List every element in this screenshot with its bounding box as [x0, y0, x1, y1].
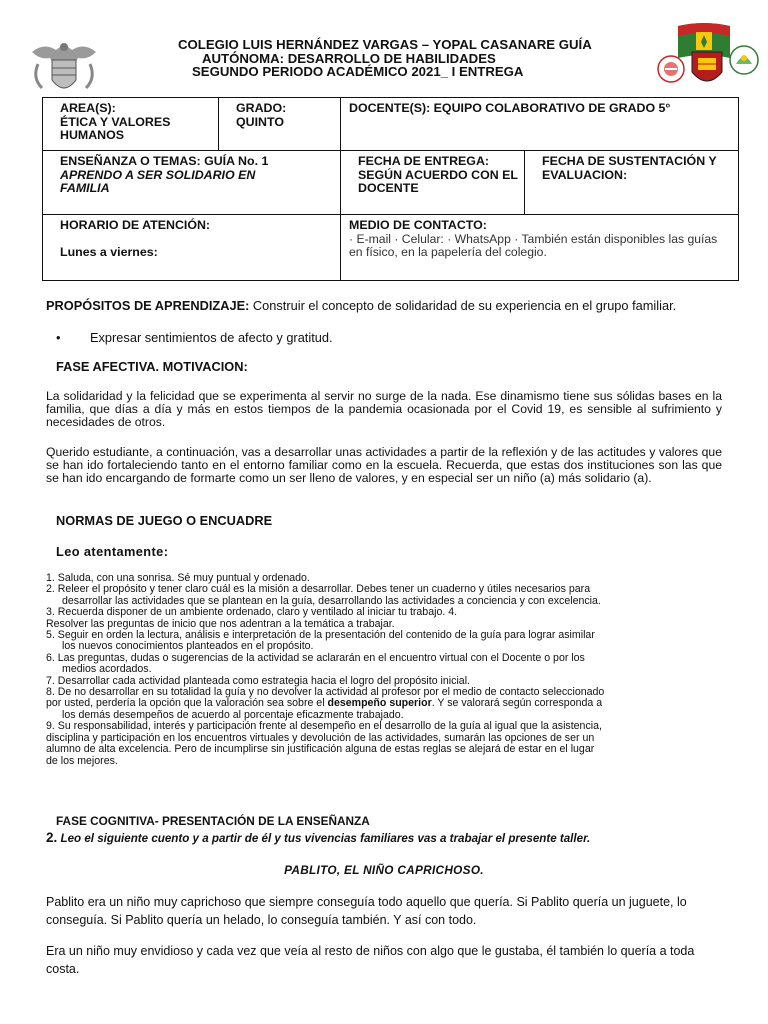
round-seal-logo-right [728, 44, 760, 76]
normas-subtitle: Leo atentamente: [56, 544, 169, 559]
rule-8b-text: por usted, perdería la opción que la valoración sea sobre el [46, 697, 328, 710]
normas-rules-list [46, 573, 722, 767]
docente-cell [341, 98, 739, 151]
rule-8c: los demás desempeños de acuerdo al porcentaje eficazmente trabajado. [62, 708, 404, 721]
rule-2b: desarrollar las actividades que se plantean en la guía, desarrollando las actividades a conciencia y con excelencia. [62, 594, 601, 607]
rule-5b: los nuevos conocimientos planteados en el propósito. [62, 640, 314, 653]
instruction-text: Leo el siguiente cuento y a partir de él y tus vivencias familiares vas a trabajar el presente taller. [57, 832, 591, 845]
grado-value: QUINTO [236, 114, 284, 129]
propositos-bullet-text: Expresar sentimientos de afecto y gratitud. [90, 330, 333, 345]
rule-8b-bold: desempeño superior [327, 697, 432, 710]
area-cell [43, 98, 219, 151]
rule-3: 3. Recuerda disponer de un ambiente ordenado, claro y ventilado al iniciar tu trabajo. 4. [46, 606, 458, 619]
docente-label: DOCENTE(S): EQUIPO COLABORATIVO DE GRADO 5° [349, 101, 671, 115]
area-label: AREA(S): [60, 101, 116, 115]
contacto-value: · E-mail · Celular: · WhatsApp · También están disponibles las guías en físico, en la papelería del colegio. [349, 231, 718, 259]
horario-value: Lunes a viernes: [60, 244, 158, 259]
rule-9b: disciplina y participación en los encuentros virtuales y devolución de las actividades, sumarán las opciones de ser un [46, 731, 595, 744]
info-table [42, 97, 739, 281]
fase-afectiva-p2: Querido estudiante, a continuación, vas a desarrollar unas actividades a partir de la reflexión y de las actitudes y valores que se han ido fortaleciendo tanto en el entorno familiar como en la escuela. Recuerda, que estas dos instituciones son las que se han ido encargando de formarte como un ser lleno de valores, y en especial ser un niño (a) más solidario (a). [46, 445, 722, 485]
contacto-cell [341, 215, 739, 281]
fase-afectiva-title: FASE AFECTIVA. MOTIVACION: [56, 359, 248, 374]
story-title: PABLITO, EL NIÑO CAPRICHOSO. [284, 863, 484, 877]
header-line-3: SEGUNDO PERIODO ACADÉMICO 2021_ I ENTREGA [192, 64, 524, 79]
grado-cell [219, 98, 341, 151]
rule-7: 7. Desarrollar cada actividad planteada como estrategia hacia el logro del propósito inicial. [46, 674, 470, 687]
entrega-label: FECHA DE ENTREGA: SEGÚN ACUERDO CON EL DOCENTE [358, 154, 518, 195]
propositos-bullet [56, 330, 333, 345]
school-shield-logo [690, 50, 724, 90]
fase-cognitiva-title: FASE COGNITIVA- PRESENTACIÓN DE LA ENSEÑANZA [56, 814, 370, 828]
rule-4: Resolver las preguntas de inicio que nos adentran a la temática a trabajar. [46, 617, 395, 630]
rule-9a: 9. Su responsabilidad, interés y participación frente al desempeño en el desarrollo de la guía al igual que la asistencia, [46, 720, 602, 733]
horario-label: HORARIO DE ATENCIÓN: [60, 218, 211, 232]
header-line-1: COLEGIO LUIS HERNÁNDEZ VARGAS – YOPAL CASANARE GUÍA [178, 37, 592, 52]
bullet-icon: • [56, 330, 61, 345]
colombia-coat-of-arms-logo [28, 38, 100, 98]
tema-value: APRENDO A SER SOLIDARIO EN FAMILIA [60, 167, 256, 195]
rule-2a: 2. Releer el propósito y tener claro cuál es la misión a desarrollar. Debes tener un cuaderno y útiles necesarios para [46, 583, 591, 596]
rule-9c: alumno de alta excelencia. Pero de incumplirse sin justificación alguna de estas reglas se alejará de estar en el lugar [46, 743, 595, 756]
story-p2: Era un niño muy envidioso y cada vez que veía al resto de niños con algo que le gustaba, él también lo quería a toda costa. [46, 944, 695, 976]
propositos-label: PROPÓSITOS DE APRENDIZAJE: [46, 298, 250, 313]
rule-8b-tail: . Y se valorará según corresponda a [431, 697, 603, 710]
rule-5a: 5. Seguir en orden la lectura, análisis e interpretación de la presentación del contenido de la guía para lograr asimilar [46, 629, 595, 642]
horario-cell [43, 215, 341, 281]
rule-9d: de los mejores. [46, 754, 118, 767]
rule-1: 1. Saluda, con una sonrisa. Sé muy puntual y ordenado. [46, 572, 310, 584]
entrega-cell [341, 151, 525, 215]
tema-cell [43, 151, 341, 215]
rule-6a: 6. Las preguntas, dudas o sugerencias de la actividad se aclararán en el encuentro virtual con el Docente o por los [46, 651, 585, 664]
sustentacion-cell [525, 151, 739, 215]
fase-afectiva-p1: La solidaridad y la felicidad que se experimenta al servir no surge de la nada. Ese dinamismo tiene sus sólidas bases en la familia, que días a día y más en estos tiempos de la pandemia ocasionada por el Covid 19, es sensible al sufrimiento y necesidades de otros. [46, 389, 722, 429]
contacto-label: MEDIO DE CONTACTO: [349, 218, 487, 232]
header-line-2: AUTÓNOMA: DESARROLLO DE HABILIDADES [202, 50, 496, 66]
fase-cognitiva-instruction [46, 831, 590, 846]
propositos-text: Construir el concepto de solidaridad de su experiencia en el grupo familiar. [249, 298, 677, 313]
tema-label: ENSEÑANZA O TEMAS: GUÍA No. 1 [60, 154, 269, 168]
area-value: ÉTICA Y VALORES HUMANOS [60, 114, 171, 142]
propositos-section [46, 299, 726, 313]
rule-8a: 8. De no desarrollar en su totalidad la guía y no devolver la actividad al profesor por el medio de contacto seleccionado [46, 686, 605, 699]
instruction-number: 2. [46, 830, 58, 845]
normas-title: NORMAS DE JUEGO O ENCUADRE [56, 513, 273, 528]
grado-label: GRADO: [236, 101, 287, 115]
document-header [150, 38, 670, 79]
story-p1: Pablito era un niño muy caprichoso que siempre conseguía todo aquello que quería. Si Pablito quería un juguete, lo conseguía. Si Pablito quería un helado, lo conseguía también. Y así con todo. [46, 895, 687, 927]
sustentacion-label: FECHA DE SUSTENTACIÓN Y EVALUACION: [542, 154, 717, 182]
rule-6b: medios acordados. [62, 663, 152, 676]
